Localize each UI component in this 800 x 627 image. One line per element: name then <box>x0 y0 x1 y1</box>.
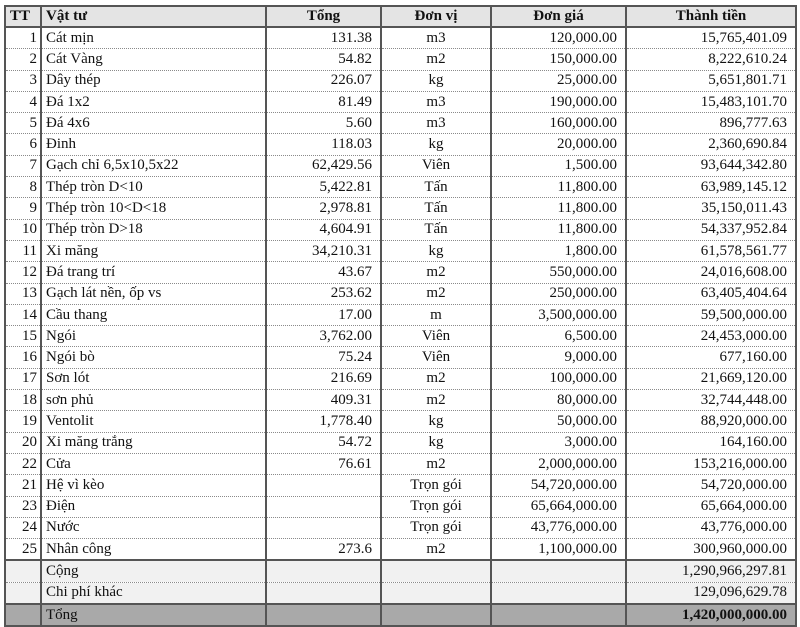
material-name-cell[interactable]: Điện <box>41 496 266 517</box>
quantity-cell[interactable]: 17.00 <box>266 304 381 325</box>
quantity-cell[interactable]: 54.72 <box>266 432 381 453</box>
table-row <box>5 432 796 453</box>
materials-cost-table <box>4 5 797 627</box>
other-costs-amount[interactable]: 129,096,629.78 <box>626 582 796 604</box>
quantity-cell[interactable]: 5,422.81 <box>266 177 381 198</box>
unit-price-cell[interactable]: 550,000.00 <box>491 262 626 283</box>
subtotal-qty-cell[interactable] <box>266 560 381 582</box>
amount-cell[interactable]: 153,216,000.00 <box>626 453 796 474</box>
row-number-cell[interactable]: 4 <box>5 91 41 112</box>
row-number-cell[interactable]: 15 <box>5 326 41 347</box>
row-number-cell[interactable]: 19 <box>5 411 41 432</box>
material-name-cell[interactable]: Đá 1x2 <box>41 91 266 112</box>
grand-total-amount[interactable]: 1,420,000,000.00 <box>626 604 796 626</box>
row-number-cell[interactable]: 2 <box>5 49 41 70</box>
row-number-cell[interactable]: 5 <box>5 113 41 134</box>
material-name-cell[interactable]: Sơn lót <box>41 368 266 389</box>
unit-cell[interactable]: Viên <box>381 326 491 347</box>
row-number-cell[interactable]: 25 <box>5 539 41 561</box>
material-name-cell[interactable]: Thép tròn D>18 <box>41 219 266 240</box>
unit-price-cell[interactable]: 80,000.00 <box>491 390 626 411</box>
row-number-cell[interactable]: 11 <box>5 240 41 261</box>
quantity-cell[interactable]: 1,778.40 <box>266 411 381 432</box>
unit-price-cell[interactable]: 65,664,000.00 <box>491 496 626 517</box>
unit-price-cell[interactable]: 100,000.00 <box>491 368 626 389</box>
amount-cell[interactable]: 21,669,120.00 <box>626 368 796 389</box>
unit-cell[interactable]: m2 <box>381 283 491 304</box>
unit-cell[interactable]: Trọn gói <box>381 496 491 517</box>
quantity-cell[interactable]: 62,429.56 <box>266 155 381 176</box>
amount-cell[interactable]: 54,720,000.00 <box>626 475 796 496</box>
material-name-cell[interactable]: Ngói <box>41 326 266 347</box>
material-name-cell[interactable]: Xi măng trắng <box>41 432 266 453</box>
table-row <box>5 155 796 176</box>
grand-total-label[interactable]: Tổng <box>41 604 266 626</box>
grand-total-row <box>5 604 796 626</box>
header-unit-price[interactable]: Đơn giá <box>491 6 626 27</box>
row-number-cell[interactable]: 16 <box>5 347 41 368</box>
grand-total-tt-cell[interactable] <box>5 604 41 626</box>
table-row <box>5 113 796 134</box>
table-row <box>5 240 796 261</box>
unit-cell[interactable]: m2 <box>381 453 491 474</box>
material-name-cell[interactable]: Thép tròn D<10 <box>41 177 266 198</box>
row-number-cell[interactable]: 8 <box>5 177 41 198</box>
material-name-cell[interactable]: Cầu thang <box>41 304 266 325</box>
material-name-cell[interactable]: Thép tròn 10<D<18 <box>41 198 266 219</box>
material-name-cell[interactable]: Dây thép <box>41 70 266 91</box>
amount-cell[interactable]: 24,016,608.00 <box>626 262 796 283</box>
other-costs-unit-cell[interactable] <box>381 582 491 604</box>
subtotal-label[interactable]: Cộng <box>41 560 266 582</box>
amount-cell[interactable]: 32,744,448.00 <box>626 390 796 411</box>
amount-cell[interactable]: 63,989,145.12 <box>626 177 796 198</box>
quantity-cell[interactable]: 273.6 <box>266 539 381 561</box>
amount-cell[interactable]: 15,765,401.09 <box>626 27 796 49</box>
amount-cell[interactable]: 896,777.63 <box>626 113 796 134</box>
row-number-cell[interactable]: 3 <box>5 70 41 91</box>
table-row <box>5 49 796 70</box>
spreadsheet <box>4 5 795 627</box>
unit-price-cell[interactable]: 11,800.00 <box>491 219 626 240</box>
unit-price-cell[interactable]: 11,800.00 <box>491 198 626 219</box>
subtotal-unit-cell[interactable] <box>381 560 491 582</box>
row-number-cell[interactable]: 13 <box>5 283 41 304</box>
material-name-cell[interactable]: Ventolit <box>41 411 266 432</box>
subtotal-amount[interactable]: 1,290,966,297.81 <box>626 560 796 582</box>
row-number-cell[interactable]: 12 <box>5 262 41 283</box>
table-row <box>5 134 796 155</box>
unit-cell[interactable]: m2 <box>381 49 491 70</box>
unit-cell[interactable]: Viên <box>381 155 491 176</box>
material-name-cell[interactable]: Ngói bò <box>41 347 266 368</box>
unit-price-cell[interactable]: 54,720,000.00 <box>491 475 626 496</box>
table-row <box>5 304 796 325</box>
unit-cell[interactable]: m2 <box>381 390 491 411</box>
material-name-cell[interactable]: Gạch chỉ 6,5x10,5x22 <box>41 155 266 176</box>
subtotal-tt-cell[interactable] <box>5 560 41 582</box>
row-number-cell[interactable]: 20 <box>5 432 41 453</box>
unit-price-cell[interactable]: 250,000.00 <box>491 283 626 304</box>
table-row <box>5 219 796 240</box>
table-row <box>5 262 796 283</box>
header-amount[interactable]: Thành tiền <box>626 6 796 27</box>
amount-cell[interactable]: 164,160.00 <box>626 432 796 453</box>
table-row <box>5 368 796 389</box>
grand-total-unit-cell[interactable] <box>381 604 491 626</box>
unit-cell[interactable]: m2 <box>381 539 491 561</box>
grand-total-price-cell[interactable] <box>491 604 626 626</box>
unit-cell[interactable]: m2 <box>381 262 491 283</box>
unit-cell[interactable]: m3 <box>381 27 491 49</box>
unit-price-cell[interactable]: 1,100,000.00 <box>491 539 626 561</box>
quantity-cell[interactable]: 81.49 <box>266 91 381 112</box>
table-row <box>5 517 796 538</box>
header-material[interactable]: Vật tư <box>41 6 266 27</box>
amount-cell[interactable]: 93,644,342.80 <box>626 155 796 176</box>
amount-cell[interactable]: 300,960,000.00 <box>626 539 796 561</box>
row-number-cell[interactable]: 1 <box>5 27 41 49</box>
amount-cell[interactable]: 35,150,011.43 <box>626 198 796 219</box>
amount-cell[interactable]: 65,664,000.00 <box>626 496 796 517</box>
table-row <box>5 27 796 49</box>
material-name-cell[interactable]: Cát mịn <box>41 27 266 49</box>
material-name-cell[interactable]: Xi măng <box>41 240 266 261</box>
table-row <box>5 347 796 368</box>
row-number-cell[interactable]: 14 <box>5 304 41 325</box>
unit-price-cell[interactable]: 150,000.00 <box>491 49 626 70</box>
unit-price-cell[interactable]: 20,000.00 <box>491 134 626 155</box>
table-row <box>5 539 796 561</box>
unit-cell[interactable]: Tấn <box>381 198 491 219</box>
unit-price-cell[interactable]: 9,000.00 <box>491 347 626 368</box>
quantity-cell[interactable]: 118.03 <box>266 134 381 155</box>
material-name-cell[interactable]: Cát Vàng <box>41 49 266 70</box>
other-costs-qty-cell[interactable] <box>266 582 381 604</box>
amount-cell[interactable]: 5,651,801.71 <box>626 70 796 91</box>
row-number-cell[interactable]: 17 <box>5 368 41 389</box>
unit-cell[interactable]: Trọn gói <box>381 517 491 538</box>
unit-price-cell[interactable]: 120,000.00 <box>491 27 626 49</box>
quantity-cell[interactable]: 216.69 <box>266 368 381 389</box>
row-number-cell[interactable]: 24 <box>5 517 41 538</box>
header-tt[interactable]: TT <box>5 6 41 27</box>
amount-cell[interactable]: 59,500,000.00 <box>626 304 796 325</box>
unit-cell[interactable]: kg <box>381 240 491 261</box>
header-unit[interactable]: Đơn vị <box>381 6 491 27</box>
other-costs-label[interactable]: Chi phí khác <box>41 582 266 604</box>
unit-cell[interactable]: kg <box>381 411 491 432</box>
quantity-cell[interactable]: 54.82 <box>266 49 381 70</box>
quantity-cell[interactable] <box>266 496 381 517</box>
header-row <box>5 6 796 27</box>
quantity-cell[interactable]: 34,210.31 <box>266 240 381 261</box>
unit-cell[interactable]: Tấn <box>381 219 491 240</box>
quantity-cell[interactable] <box>266 517 381 538</box>
table-row <box>5 91 796 112</box>
material-name-cell[interactable]: Hệ vì kèo <box>41 475 266 496</box>
material-name-cell[interactable]: Cửa <box>41 453 266 474</box>
row-number-cell[interactable]: 10 <box>5 219 41 240</box>
table-row <box>5 283 796 304</box>
quantity-cell[interactable]: 4,604.91 <box>266 219 381 240</box>
quantity-cell[interactable]: 253.62 <box>266 283 381 304</box>
unit-price-cell[interactable]: 6,500.00 <box>491 326 626 347</box>
amount-cell[interactable]: 677,160.00 <box>626 347 796 368</box>
table-row <box>5 411 796 432</box>
other-costs-row <box>5 582 796 604</box>
row-number-cell[interactable]: 7 <box>5 155 41 176</box>
table-row <box>5 177 796 198</box>
material-name-cell[interactable]: Đá trang trí <box>41 262 266 283</box>
unit-price-cell[interactable]: 1,500.00 <box>491 155 626 176</box>
amount-cell[interactable]: 54,337,952.84 <box>626 219 796 240</box>
unit-cell[interactable]: m3 <box>381 91 491 112</box>
table-row <box>5 496 796 517</box>
row-number-cell[interactable]: 18 <box>5 390 41 411</box>
row-number-cell[interactable]: 23 <box>5 496 41 517</box>
unit-price-cell[interactable]: 190,000.00 <box>491 91 626 112</box>
quantity-cell[interactable]: 226.07 <box>266 70 381 91</box>
material-name-cell[interactable]: sơn phủ <box>41 390 266 411</box>
header-quantity[interactable]: Tổng <box>266 6 381 27</box>
table-row <box>5 453 796 474</box>
unit-cell[interactable]: kg <box>381 70 491 91</box>
material-name-cell[interactable]: Gạch lát nền, ốp vs <box>41 283 266 304</box>
quantity-cell[interactable]: 131.38 <box>266 27 381 49</box>
quantity-cell[interactable] <box>266 475 381 496</box>
unit-price-cell[interactable]: 25,000.00 <box>491 70 626 91</box>
amount-cell[interactable]: 24,453,000.00 <box>626 326 796 347</box>
unit-price-cell[interactable]: 43,776,000.00 <box>491 517 626 538</box>
unit-cell[interactable]: kg <box>381 134 491 155</box>
row-number-cell[interactable]: 22 <box>5 453 41 474</box>
row-number-cell[interactable]: 9 <box>5 198 41 219</box>
amount-cell[interactable]: 8,222,610.24 <box>626 49 796 70</box>
amount-cell[interactable]: 63,405,404.64 <box>626 283 796 304</box>
other-costs-price-cell[interactable] <box>491 582 626 604</box>
table-row <box>5 70 796 91</box>
row-number-cell[interactable]: 21 <box>5 475 41 496</box>
amount-cell[interactable]: 88,920,000.00 <box>626 411 796 432</box>
unit-price-cell[interactable]: 3,500,000.00 <box>491 304 626 325</box>
unit-price-cell[interactable]: 11,800.00 <box>491 177 626 198</box>
quantity-cell[interactable]: 43.67 <box>266 262 381 283</box>
material-name-cell[interactable]: Nước <box>41 517 266 538</box>
unit-cell[interactable]: Viên <box>381 347 491 368</box>
amount-cell[interactable]: 43,776,000.00 <box>626 517 796 538</box>
row-number-cell[interactable]: 6 <box>5 134 41 155</box>
other-costs-tt-cell[interactable] <box>5 582 41 604</box>
table-row <box>5 475 796 496</box>
material-name-cell[interactable]: Đá 4x6 <box>41 113 266 134</box>
quantity-cell[interactable]: 75.24 <box>266 347 381 368</box>
unit-price-cell[interactable]: 2,000,000.00 <box>491 453 626 474</box>
amount-cell[interactable]: 61,578,561.77 <box>626 240 796 261</box>
quantity-cell[interactable]: 2,978.81 <box>266 198 381 219</box>
unit-cell[interactable]: m3 <box>381 113 491 134</box>
unit-cell[interactable]: m <box>381 304 491 325</box>
unit-price-cell[interactable]: 50,000.00 <box>491 411 626 432</box>
unit-cell[interactable]: m2 <box>381 368 491 389</box>
amount-cell[interactable]: 2,360,690.84 <box>626 134 796 155</box>
quantity-cell[interactable]: 409.31 <box>266 390 381 411</box>
table-row <box>5 326 796 347</box>
unit-cell[interactable]: kg <box>381 432 491 453</box>
unit-price-cell[interactable]: 160,000.00 <box>491 113 626 134</box>
grand-total-qty-cell[interactable] <box>266 604 381 626</box>
quantity-cell[interactable]: 76.61 <box>266 453 381 474</box>
quantity-cell[interactable]: 3,762.00 <box>266 326 381 347</box>
table-row <box>5 390 796 411</box>
material-name-cell[interactable]: Đinh <box>41 134 266 155</box>
material-name-cell[interactable]: Nhân công <box>41 539 266 561</box>
unit-cell[interactable]: Trọn gói <box>381 475 491 496</box>
table-row <box>5 198 796 219</box>
unit-price-cell[interactable]: 1,800.00 <box>491 240 626 261</box>
quantity-cell[interactable]: 5.60 <box>266 113 381 134</box>
unit-cell[interactable]: Tấn <box>381 177 491 198</box>
subtotal-row <box>5 560 796 582</box>
amount-cell[interactable]: 15,483,101.70 <box>626 91 796 112</box>
unit-price-cell[interactable]: 3,000.00 <box>491 432 626 453</box>
subtotal-price-cell[interactable] <box>491 560 626 582</box>
